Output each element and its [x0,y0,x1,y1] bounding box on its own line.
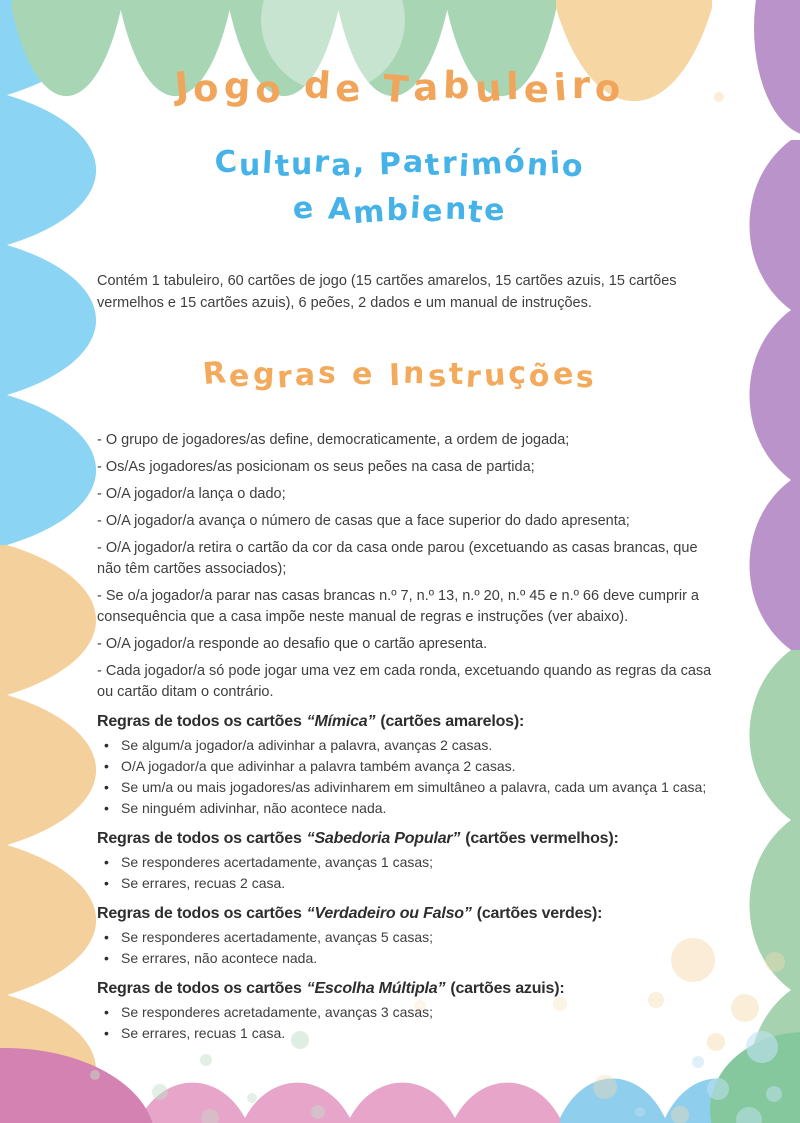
card-name: “Verdadeiro ou Falso” [306,905,472,922]
bullet-list [97,1002,719,1044]
page-subtitle [0,142,800,234]
card-section-escolha-multipla [97,980,719,1044]
bullet-list [97,735,719,819]
section-heading [97,980,719,998]
general-rules-list [97,430,717,709]
bullet-list [97,927,719,969]
bullet-item: • Se responderes acretadamente, avanças 3 casas; [97,1002,719,1023]
section-heading [97,713,719,731]
rules-heading: Regras e Instruções [201,354,598,396]
section-heading [97,905,719,923]
section-heading [97,830,719,848]
card-name: “Escolha Múltipla” [306,980,446,997]
bullet-item: • Se errares, não acontece nada. [97,948,719,969]
card-section-sabedoria-popular [97,830,719,894]
rule-item: - Cada jogador/a só pode jogar uma vez em cada ronda, excetuando quando as regras da casa ou cartão ditam o contrário. [97,663,712,700]
page-title: Jogo de Tabuleiro [172,62,627,113]
card-name: “Sabedoria Popular” [306,830,461,847]
card-rule-sections [97,713,719,1055]
section-heading-suffix: (cartões amarelos): [380,713,525,730]
section-heading-suffix: (cartões vermelhos): [465,830,619,847]
rule-item: - Se o/a jogador/a parar nas casas brancas n.º 7, n.º 13, n.º 20, n.º 45 e n.º 66 deve cumprir a consequência que a casa impõe neste manual de regras e instruções (ver abaixo). [97,588,699,625]
rule-item: - O/A jogador/a retira o cartão da cor da casa onde parou (excetuando as casas brancas, que não têm cartões associados); [97,540,698,577]
rule-item: - O/A jogador/a avança o número de casas que a face superior do dado apresenta; [97,513,630,529]
rule-item: - O/A jogador/a responde ao desafio que o cartão apresenta. [97,636,488,652]
subtitle-line-2: e Ambiente [291,190,508,232]
bullet-item: • Se responderes acertadamente, avanças 1 casas; [97,852,719,873]
bullet-item: • Se responderes acertadamente, avanças 5 casas; [97,927,719,948]
rule-item: - O grupo de jogadores/as define, democraticamente, a ordem de jogada; [97,432,570,448]
rule-item: - Os/As jogadores/as posicionam os seus peões na casa de partida; [97,459,535,475]
section-heading-prefix: Regras de todos os cartões [97,980,302,997]
bullet-item: • Se errares, recuas 1 casa. [97,1023,719,1044]
bullet-item: • Se ninguém adivinhar, não acontece nada. [97,798,719,819]
card-section-mimica [97,713,719,819]
section-heading-prefix: Regras de todos os cartões [97,713,302,730]
rule-item: - O/A jogador/a lança o dado; [97,486,286,502]
section-heading-suffix: (cartões azuis): [450,980,565,997]
card-name: “Mímica” [306,713,376,730]
card-section-verdadeiro-ou-falso [97,905,719,969]
section-heading-prefix: Regras de todos os cartões [97,905,302,922]
bullet-item: • O/A jogador/a que adivinhar a palavra também avança 2 casas. [97,756,719,777]
intro-paragraph: Contém 1 tabuleiro, 60 cartões de jogo (15 cartões amarelos, 15 cartões azuis, 15 cartões vermelhos e 15 cartões azuis), 6 peões, 2 dados e um manual de instruções. [97,273,677,311]
bullet-item: • Se um/a ou mais jogadores/as adivinharem em simultâneo a palavra, cada um avança 1 casa; [97,777,719,798]
subtitle-line-1: Cultura, Património [213,144,586,185]
section-heading-prefix: Regras de todos os cartões [97,830,302,847]
section-heading-suffix: (cartões verdes): [476,905,603,922]
bullet-item: • Se errares, recuas 2 casa. [97,873,719,894]
bullet-list [97,852,719,894]
bullet-item: • Se algum/a jogador/a adivinhar a palavra, avanças 2 casas. [97,735,719,756]
